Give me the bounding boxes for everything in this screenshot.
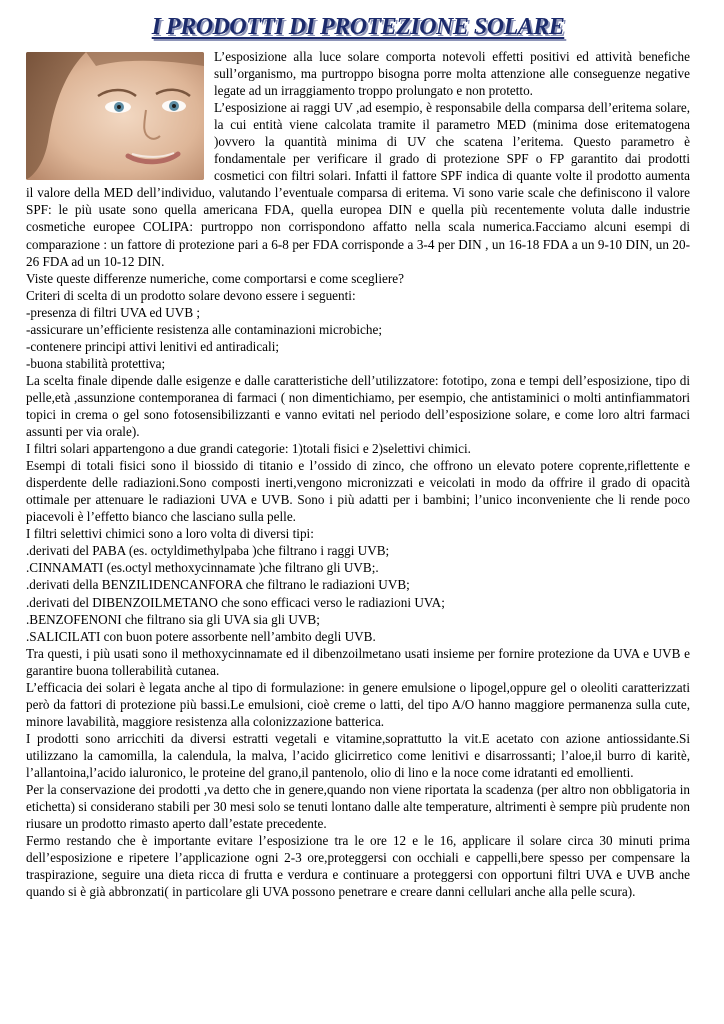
list-item: -contenere principi attivi lenitivi ed antiradicali; xyxy=(26,338,280,354)
list-item: -buona stabilità protettiva; xyxy=(26,355,166,371)
paragraph-choice: La scelta finale dipende dalle esigenze e dalle caratteristiche dell’utilizzatore: fototipo, zona e tempi dell’esposizione, tipo di pelle,età ,assunzione contemporanea di farmaci ( non dimentichiamo, per esempio, che antistaminici o molti antinfiammatori topici in crema o gel sono fotosensibilizzanti e vanno evitati nel periodo dell’esposizione solare, e come loro altri farmaci assunti per via orale). xyxy=(26,372,690,440)
paragraph-advice: Fermo restando che è importante evitare l’esposizione tra le ore 12 e le 16, applicare il solare circa 30 minuti prima dell’esposizione e ripetere l’applicazione ogni 2-3 ore,proteggersi con occhiali e cappelli,bere spesso per compensare la traspirazione, seguire una dieta ricca di frutta e verdura e continuare a proteggersi con opportuni filtri UVA e UVB anche quando si è già abbronzati( in particolare gli UVA possono penetrare e creare danni cellulari anche alla pelle scura). xyxy=(26,833,690,900)
paragraph-categories: I filtri solari appartengono a due grandi categorie: 1)totali fisici e 2)selettivi chimici. xyxy=(26,441,471,457)
woman-face-photo xyxy=(26,52,204,180)
article-body xyxy=(26,48,690,900)
list-item: .derivati della BENZILIDENCANFORA che filtrano le radiazioni UVB; xyxy=(26,577,410,593)
paragraph-uv-spf: L’esposizione ai raggi UV ,ad esempio, è responsabile della comparsa dell’eritema solare, la cui entità viene calcolata tramite il parametro MED (minima dose eritematogena )ovvero la quantità minima di UV che scatena l’eritema. Questo parametro è fondamentale per verificare il grado di protezione SPF o FP garantito dai prodotti cosmetici con filtri solari. Infatti il fattore SPF indica di quante volte il prodotto aumenta il valore della MED dell’individuo, valutando l’eventuale comparsa di eritema. Vi sono varie scale che definiscono il valore SPF: le più usate sono quella americana FDA, quella europea DIN e quella più recentemente voluta dalle industrie cosmetiche europee COLIPA: purtroppo non corrispondono affatto nella scala numerica.Facciamo alcuni esempi di comparazione : un fattore di protezione pari a 6-8 per FDA corrisponde a 3-4 per DIN , un 16-18 FDA a un 9-10 DIN, un 20-26 FDA ad un 10-12 DIN. xyxy=(26,100,690,269)
list-item: .derivati del DIBENZOILMETANO che sono efficaci verso le radiazioni UVA; xyxy=(26,594,445,610)
list-item: .SALICILATI con buon potere assorbente nell’ambito degli UVB. xyxy=(26,628,376,644)
paragraph-extracts: I prodotti sono arricchiti da diversi estratti vegetali e vitamine,soprattutto la vit.E acetato con azione antiossidante.Si utilizzano la camomilla, la calendula, la malva, l’acido glicirretico come lenitivi e disarrossanti; l’aloe,il burro di karitè, l’allantoina,l’acido ialuronico, le proteine del grano,il pantenolo, olio di lino e la noce come idratanti ed emollienti. xyxy=(26,730,690,780)
paragraph-formulation: L’efficacia dei solari è legata anche al tipo di formulazione: in genere emulsione o lipogel,oppure gel o oleoliti caratterizzati però da fattori di protezione più bassi.Le emulsioni, cioè creme o latti, del tipo A/O hanno maggiore permanenza sulla cute, minore lavabilità, maggiore resistenza alla colonizzazione batterica. xyxy=(26,679,690,729)
document-page xyxy=(26,14,690,900)
list-item: -assicurare un’efficiente resistenza alle contaminazioni microbiche; xyxy=(26,321,383,337)
paragraph-most-used: Tra questi, i più usati sono il methoxycinnamate ed il dibenzoilmetano usati insieme per fornire protezione da UVA e UVB e garantire buona tollerabilità cutanea. xyxy=(26,645,690,678)
list-item: .BENZOFENONI che filtrano sia gli UVA sia gli UVB; xyxy=(26,611,320,627)
paragraph-chemical-intro: I filtri selettivi chimici sono a loro volta di diversi tipi: xyxy=(26,526,314,542)
paragraph-criteria-intro: Criteri di scelta di un prodotto solare devono essere i seguenti: xyxy=(26,287,356,303)
list-item: -presenza di filtri UVA ed UVB ; xyxy=(26,304,201,320)
paragraph-question: Viste queste differenze numeriche, come comportarsi e come scegliere? xyxy=(26,270,404,286)
list-item: .derivati del PABA (es. octyldimethylpaba )che filtrano i raggi UVB; xyxy=(26,543,390,559)
page-title: I PRODOTTI DI PROTEZIONE SOLARE xyxy=(151,14,565,40)
paragraph-conservation: Per la conservazione dei prodotti ,va detto che in genere,quando non viene riportata la scadenza (per altro non obbligatoria in etichetta) si considerano stabili per 30 mesi solo se tenuti lontano dalle alte temperature, altrimenti è sempre più prudente non riusare un prodotto rimasto aperto dall’estate precedente. xyxy=(26,782,690,832)
paragraph-intro: L’esposizione alla luce solare comporta notevoli effetti positivi ed attività benefiche sull’organismo, ma purtroppo bisogna porre molta attenzione alle conseguenze negative legate ad un irraggiamento troppo prolungato e non protetto. xyxy=(214,49,690,99)
woman-face-illustration xyxy=(26,52,204,180)
paragraph-physical-filters: Esempi di totali fisici sono il biossido di titanio e l’ossido di zinco, che offrono un elevato potere coprente,riflettente e disperdente delle radiazioni.Sono composti inerti,vengono micronizzati e veicolati in modo da offrire il grado di opacità ottimale per attenuare le radiazioni UVA e UVB. Sono i più adatti per i bambini; l’unico inconveniente che li rende poco piacevoli è l’effetto bianco che lasciano sulla pelle. xyxy=(26,458,690,525)
title-container xyxy=(26,14,690,48)
list-item: .CINNAMATI (es.octyl methoxycinnamate )che filtrano gli UVB;. xyxy=(26,560,379,576)
